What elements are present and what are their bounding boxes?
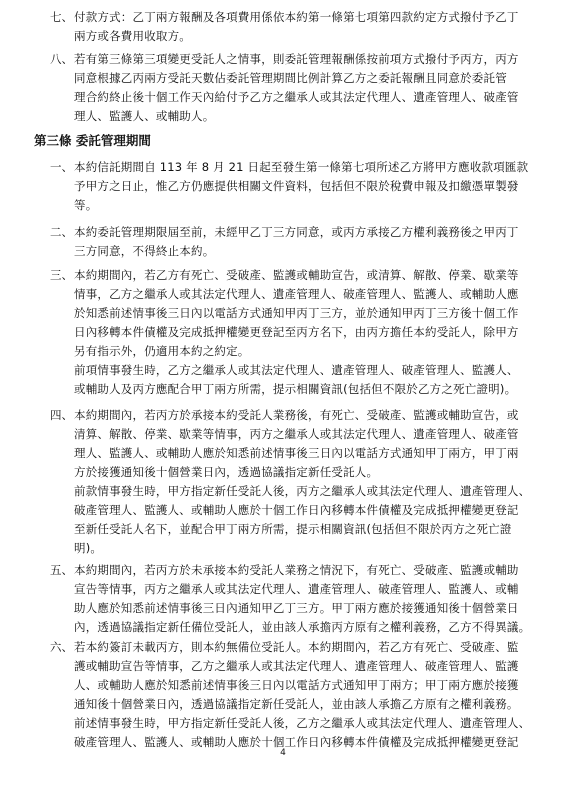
item-5-line: 內，透過協議指定新任備位受託人，並由該人承擔丙方原有之權利義務，乙方不得異議。 xyxy=(74,620,531,634)
item-3-line: 或輔助人及丙方應配合甲丁兩方所需，提示相關資訊(包括但不限於乙方之死亡證明)。 xyxy=(74,382,517,396)
prev-item-7-line: 兩方或各費用收取方。 xyxy=(74,29,191,43)
item-1-line: 予甲方之日止，惟乙方仍應提供相關文件資料，包括但不限於稅費申報及扣繳憑單製發 xyxy=(74,179,519,193)
item-6-line: 通知後十個營業日內，透過協議指定新任受託人，並由該人承擔乙方原有之權利義務。 xyxy=(74,697,519,711)
item-5-line: 助人應於知悉前述情事後三日內通知甲乙丁三方。甲丁兩方應於接獲通知後十個營業日 xyxy=(74,601,519,615)
article-3-heading: 第三條 委託管理期間 xyxy=(34,133,151,148)
prev-item-8-line: 理合約終止後十個工作天內給付予乙方之繼承人或其法定代理人、遺產管理人、破產管 xyxy=(74,90,519,104)
item-6-line: 前述情事發生時，甲方指定新任受託人後，乙方之繼承人或其法定代理人、遺產管理人、 xyxy=(74,716,531,730)
item-3-line: 於知悉前述情事後三日內以電話方式通知甲丙丁三方，並於通知甲丙丁三方後十個工作 xyxy=(74,306,519,320)
item-5-line: 本約期間內，若丙方於未承接本約受託人業務之情況下，有死亡、受破產、監護或輔助 xyxy=(74,563,519,577)
page-number: 4 xyxy=(280,748,286,758)
item-2-number: 二、 xyxy=(50,225,73,239)
item-3-line: 本約期間內，若乙方有死亡、受破產、監護或輔助宣告，或清算、解散、停業、歇業等 xyxy=(74,268,519,282)
item-2-line: 三方同意，不得終止本約。 xyxy=(74,244,215,258)
item-6-line: 破產管理人、監護人、或輔助人應於十個工作日內移轉本件債權及完成抵押權變更登記 xyxy=(74,735,519,749)
item-2-line: 本約委託管理期限屆至前，未經甲乙丁三方同意，或丙方承接乙方權利義務後之甲丙丁 xyxy=(74,225,519,239)
item-1-number: 一、 xyxy=(50,160,73,174)
item-3-line: 前項情事發生時，乙方之繼承人或其法定代理人、遺產管理人、破產管理人、監護人、 xyxy=(74,363,519,377)
item-3-line: 日內移轉本件債權及完成抵押權變更登記至丙方名下，由丙方擔任本約受託人，除甲方 xyxy=(74,325,519,339)
item-4-number: 四、 xyxy=(50,408,73,422)
item-4-line: 至新任受託人名下，並配合甲丁兩方所需，提示相關資訊(包括但不限於丙方之死亡證 xyxy=(74,522,512,536)
item-6-line: 若本約簽訂未載丙方，則本約無備位受託人。本約期間內，若乙方有死亡、受破產、監 xyxy=(74,640,519,654)
prev-item-8-number: 八、 xyxy=(50,52,73,66)
item-4-line: 明)。 xyxy=(74,541,103,555)
item-4-line: 本約期間內，若丙方於承接本約受託人業務後，有死亡、受破產、監護或輔助宣告，或 xyxy=(74,408,519,422)
item-3-number: 三、 xyxy=(50,268,73,282)
item-4-line: 理人、監護人、或輔助人應於知悉前述情事後三日內以電話方式通知甲丁兩方，甲丁兩 xyxy=(74,446,519,460)
item-4-line: 破產管理人、監護人、或輔助人應於十個工作日內移轉本件債權及完成抵押權變更登記 xyxy=(74,503,519,517)
prev-item-7-number: 七、 xyxy=(50,10,73,24)
item-5-line: 宣告等情事，丙方之繼承人或其法定代理人、遺產管理人、破產管理人、監護人、或輔 xyxy=(74,582,519,596)
item-1-line: 本約信託期間自 113 年 8 月 21 日起至發生第一條第七項所述乙方將甲方應收款項匯款 xyxy=(74,160,529,174)
item-6-line: 護或輔助宣告等情事，乙方之繼承人或其法定代理人、遺產管理人、破產管理人、監護 xyxy=(74,659,519,673)
item-4-line: 方於接獲通知後十個營業日內，透過協議指定新任受託人。 xyxy=(74,465,379,479)
prev-item-8-line: 同意根據乙丙兩方受託天數佔委託管理期間比例計算乙方之委託報酬且同意於委託管 xyxy=(74,71,507,85)
item-6-number: 六、 xyxy=(50,640,73,654)
item-6-line: 人、或輔助人應於知悉前述情事後三日內以電話方式通知甲丁兩方；甲丁兩方應於接獲 xyxy=(74,678,519,692)
prev-item-8-line: 理人、監護人、或輔助人。 xyxy=(74,109,215,123)
item-3-line: 情事，乙方之繼承人或其法定代理人、遺產管理人、破產管理人、監護人、或輔助人應 xyxy=(74,287,519,301)
item-1-line: 等。 xyxy=(74,198,98,212)
prev-item-7-line: 付款方式：乙丁兩方報酬及各項費用係依本約第一條第七項第四款約定方式撥付予乙丁 xyxy=(74,10,519,24)
item-3-line: 另有指示外，仍適用本約之約定。 xyxy=(74,344,250,358)
prev-item-8-line: 若有第三條第三項變更受託人之情事，則委託管理報酬係按前項方式撥付予丙方，丙方 xyxy=(74,52,519,66)
item-5-number: 五、 xyxy=(50,563,73,577)
item-4-line: 前款情事發生時，甲方指定新任受託人後，丙方之繼承人或其法定代理人、遺產管理人、 xyxy=(74,484,531,498)
item-4-line: 清算、解散、停業、歇業等情事，丙方之繼承人或其法定代理人、遺產管理人、破產管 xyxy=(74,427,519,441)
